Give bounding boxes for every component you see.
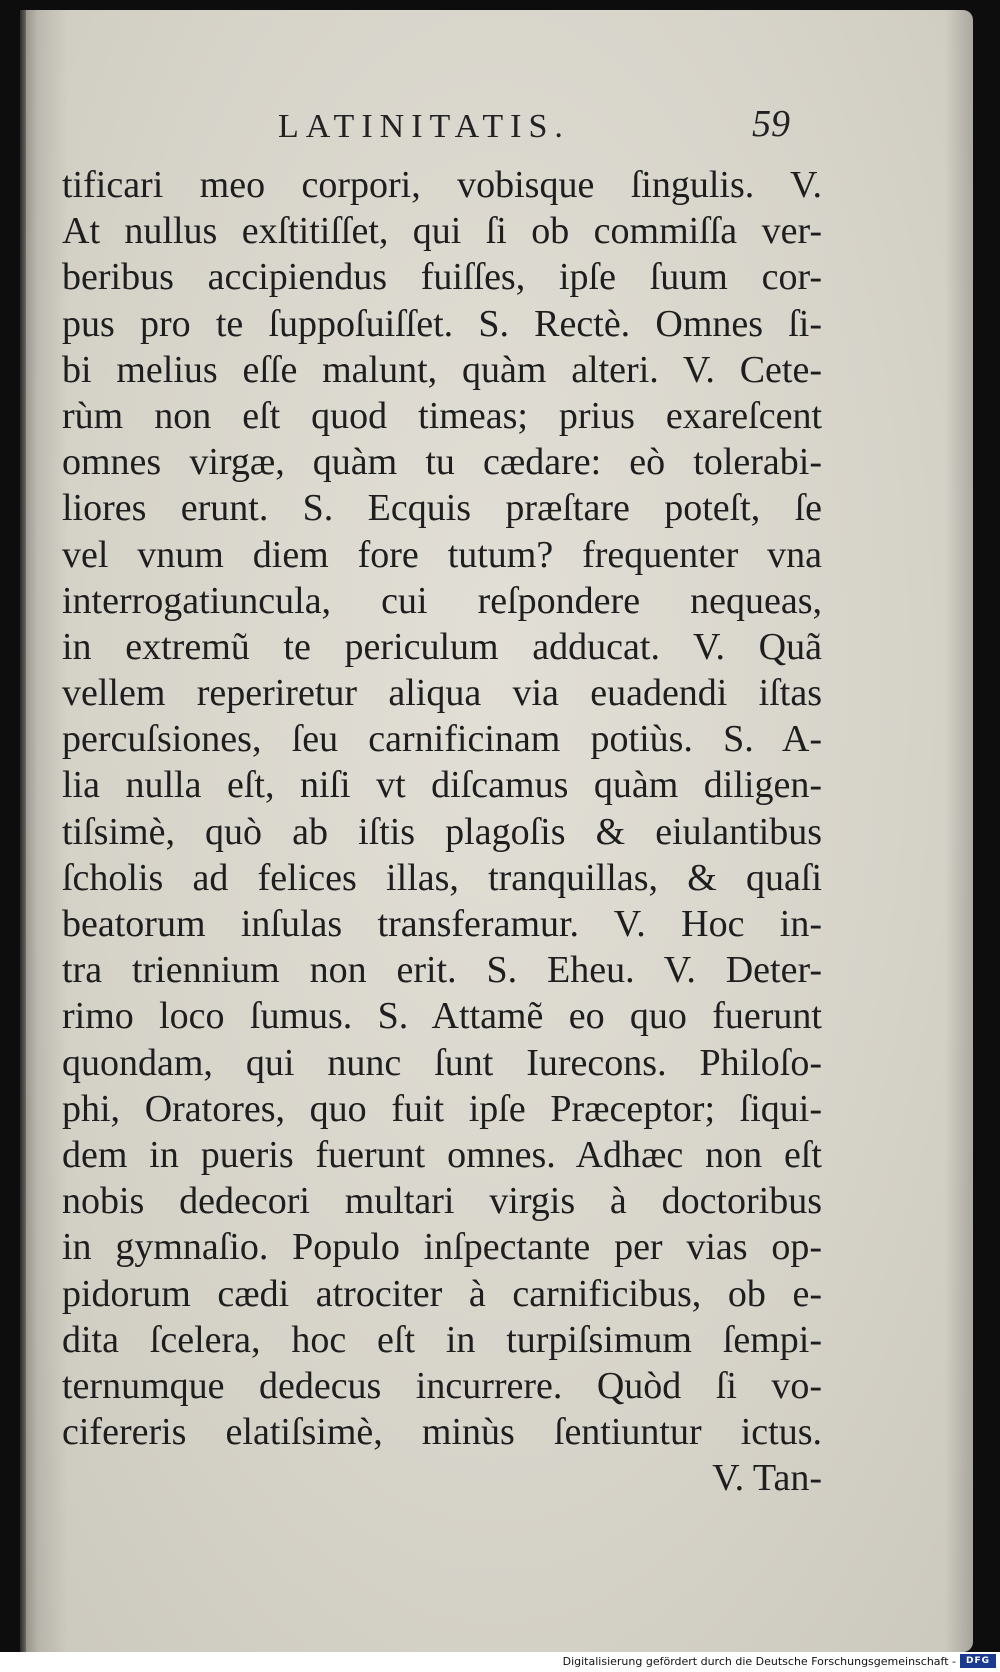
text-line: V. Tan- — [712, 1457, 822, 1500]
page-spine-shadow — [20, 10, 26, 1652]
text-line: dem in pueris fuerunt omnes. Adhæc non eſt — [62, 1133, 822, 1176]
text-line: vellem reperiretur aliqua via euadendi iſtas — [62, 672, 822, 715]
text-line: At nullus exſtitiſſet, qui ſi ob commiſſa ver- — [62, 210, 822, 253]
digitization-credit: Digitalisierung gefördert durch die Deutsche Forschungsgemeinschaft - — [562, 1655, 956, 1668]
text-line: rùm non eſt quod timeas; prius exareſcent — [62, 394, 822, 437]
text-line: tificari meo corpori, vobisque ſingulis. V. — [62, 164, 822, 206]
text-line: ternumque dedecus incurrere. Quòd ſi vo- — [62, 1364, 822, 1407]
page-header — [70, 102, 790, 152]
page-number: 59 — [752, 103, 790, 145]
text-line: percuſsiones, ſeu carnificinam potiùs. S. A- — [62, 718, 822, 761]
running-head: LATINITATIS. — [278, 108, 570, 145]
dfg-logo: DFG — [960, 1654, 996, 1668]
text-line: cifereris elatiſsimè, minùs ſentiuntur ictus. — [62, 1411, 822, 1454]
text-line: beatorum inſulas transferamur. V. Hoc in- — [62, 903, 822, 945]
body-text — [62, 162, 822, 1501]
text-line: rimo loco ſumus. S. Attamẽ eo quo fuerunt — [62, 995, 822, 1038]
text-line: pidorum cædi atrociter à carnificibus, ob e- — [62, 1272, 822, 1315]
text-line: dita ſcelera, hoc eſt in turpiſsimum ſempi- — [62, 1318, 822, 1361]
text-line: bi melius eſſe malunt, quàm alteri. V. Cete- — [62, 348, 822, 391]
text-line: pus pro te ſuppoſuiſſet. S. Rectè. Omnes ſi- — [62, 302, 822, 345]
text-line: in extremũ te periculum adducat. V. Quã — [62, 625, 822, 668]
text-line: in gymnaſio. Populo inſpectante per vias op- — [62, 1226, 822, 1269]
text-line: beribus accipiendus fuiſſes, ipſe ſuum cor- — [62, 256, 822, 299]
text-line: tiſsimè, quò ab iſtis plagoſis & eiulantibus — [62, 810, 822, 853]
text-line: interrogatiuncula, cui reſpondere nequeas, — [62, 579, 822, 622]
text-line: quondam, qui nunc ſunt Iurecons. Philoſo- — [62, 1041, 822, 1084]
text-line: liores erunt. S. Ecquis præſtare poteſt, ſe — [62, 487, 822, 530]
text-line: nobis dedecori multari virgis à doctoribus — [62, 1180, 822, 1223]
text-line: tra triennium non erit. S. Eheu. V. Deter- — [62, 949, 822, 992]
text-line: phi, Oratores, quo fuit ipſe Præceptor; ſiqui- — [62, 1087, 822, 1130]
text-line: omnes virgæ, quàm tu cædare: eò tolerabi- — [62, 441, 822, 484]
text-line: ſcholis ad felices illas, tranquillas, & quaſi — [62, 856, 822, 899]
text-line: lia nulla eſt, niſi vt diſcamus quàm diligen- — [62, 764, 822, 807]
text-line: vel vnum diem fore tutum? frequenter vna — [62, 533, 822, 576]
